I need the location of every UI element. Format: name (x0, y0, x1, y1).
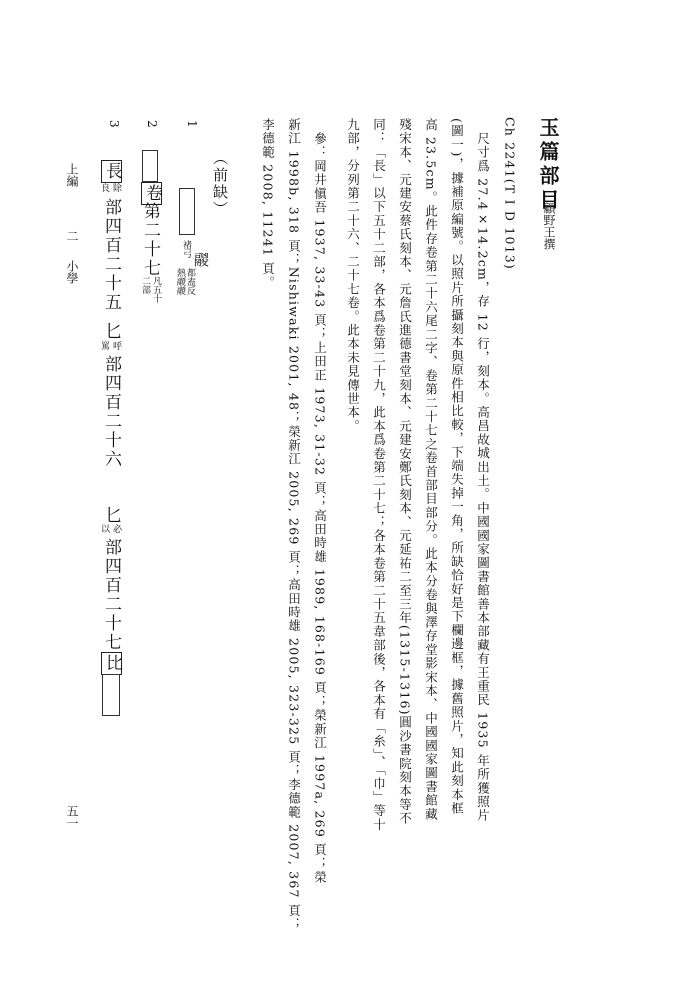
damage-box-line-2 (142, 150, 158, 182)
entry-1-gloss-a: 除 (111, 183, 121, 192)
desc-line-5: 同：「長」以下五十二部，各本爲卷第二十九，此本爲卷第二十七；各本卷第二十五韋部後，各本有「糸」、「巾」等十 (371, 118, 387, 832)
desc-line-3: 高 23.5cm。此件存卷第二十六尾二字、卷第二十七之卷首部目部分。此本分卷與澤存堂影宋本、中國國家圖書館藏 (423, 118, 439, 821)
desc-line-1: 尺寸爲 27.4×14.2cm，存 12 行，刻本。高昌故城出土。中國國家圖書館善本部藏有王重民 1935 年所獲照片 (475, 132, 491, 823)
page-number: 五一 (65, 805, 79, 829)
l1-gloss-1: 褚弓 (181, 240, 191, 258)
running-head-right: 小學 (65, 260, 79, 284)
entry-3-char: 匕 (101, 506, 121, 525)
line-number-2: 2 (145, 120, 159, 128)
refs-line-1: 參：岡井愼吾 1937, 33-43 頁；上田正 1973, 31-32 頁；高田時雄 1989, 168-169 頁；榮新江 1997a, 269 頁；榮 (312, 132, 328, 885)
damage-box-line-3 (102, 674, 120, 716)
entry-2-text: 部四百二十六 (101, 355, 121, 469)
entry-2-gloss-b: 罵 (99, 341, 109, 350)
l2-note-b: 二部 (140, 276, 150, 294)
desc-line-6: 九部，分列第二十六、二十七卷。此本未見傳世本。 (345, 118, 361, 434)
desc-line-2: (圖一)，據補原編號。以照片所攝刻本與原件相比較，下端失掉一角，所缺恰好是下欄邊框，據舊照片，知此刻本框 (449, 118, 465, 816)
page-title: 玉篇部目 (536, 117, 560, 213)
l1-head-char: 鬷 (192, 252, 210, 269)
l2-heading: 第二十七 (140, 202, 160, 278)
line-number-1: 1 (185, 120, 199, 128)
entry-2-gloss-a: 呼 (111, 341, 121, 350)
line-number-3: 3 (107, 120, 121, 128)
l2-juan-char: 卷 (142, 184, 162, 203)
l1-gloss-2b: 熱鬷鬷 (175, 268, 185, 295)
catalog-number: Ch 2241(T I D 1013) (502, 117, 518, 270)
entry-3-gloss-b: 以 (99, 524, 109, 533)
damage-box-line-1 (179, 188, 195, 235)
author: 顧野王撰 (542, 202, 556, 250)
entry-4-char: 比 (102, 654, 122, 673)
entry-1-text: 部四百二十五 (101, 198, 121, 312)
entry-1-gloss-b: 良 (99, 183, 109, 192)
entry-2-char: 匕 (101, 322, 121, 341)
desc-line-4: 殘宋本、元建安蔡氏刻本、元詹氏進德書堂刻本、元建安鄭氏刻本、元延祐二至三年(1315-1316)圓沙書院刻本等不 (397, 118, 413, 826)
refs-line-3: 李德範 2008, 11241 頁。 (260, 118, 276, 290)
l2-note-a: 凡五十 (151, 276, 161, 303)
l1-gloss-2a: 都盍反 (185, 268, 195, 295)
refs-line-2: 新江 1998b, 318 頁；Nishiwaki 2001, 48；榮新江 2005, 269 頁；高田時雄 2005, 323-325 頁；李德範 2007, 367 頁； (286, 118, 302, 932)
lacuna-marker: （前缺） (211, 150, 229, 218)
entry-1-char: 長 (102, 162, 122, 181)
entry-3-gloss-a: 必 (111, 524, 121, 533)
entry-3-text: 部四百二十七 (101, 538, 121, 652)
running-head-middle: 二 (65, 230, 79, 242)
running-head-left: 上編 (65, 163, 79, 187)
